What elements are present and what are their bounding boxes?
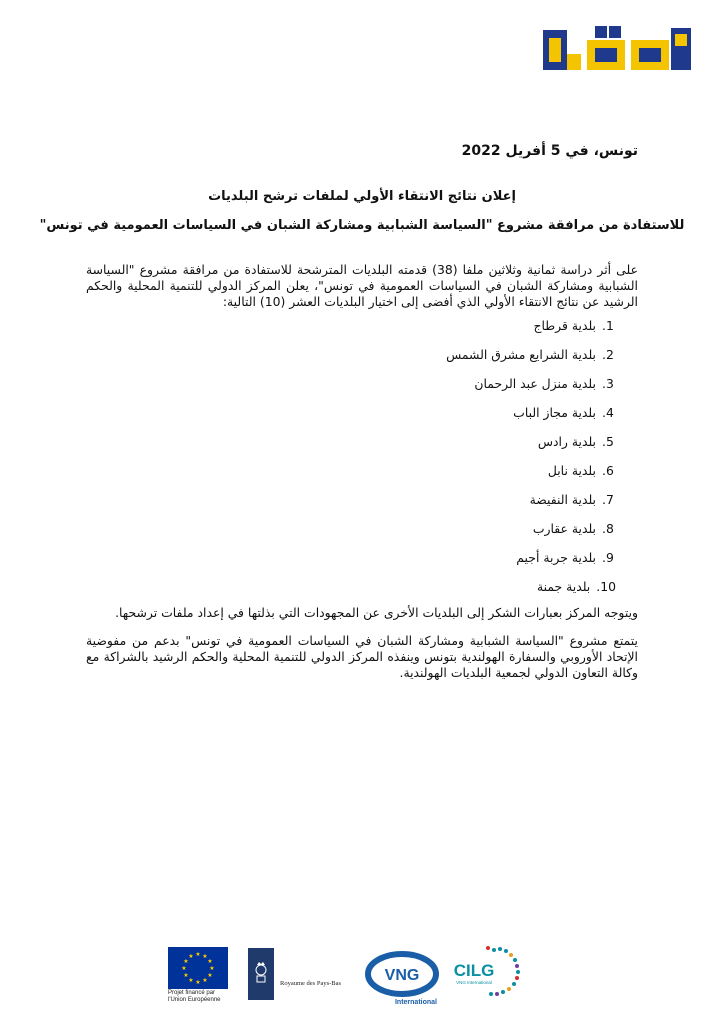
list-item [446,434,616,463]
municipality-name: بلدية جمنة [536,579,591,594]
municipality-name: بلدية منزل عبد الرحمان [474,376,596,391]
list-item [446,318,616,347]
list-number: 10. [596,579,616,594]
municipalities-list [446,318,616,608]
svg-text:★: ★ [183,958,189,965]
svg-text:★: ★ [202,977,208,984]
svg-text:★: ★ [209,965,215,972]
list-number: 2. [602,347,614,362]
svg-text:★: ★ [207,972,213,979]
intro-paragraph: على أثر دراسة ثمانية وثلاثين ملفا (38) قدمته البلديات المترشحة للاستفادة من مرافقة مشروع "السياسة الشبابية ومشاركة الشبان في السياسات العمومية في تونس"، يعلن المركز الدولي للتنمية المحلية والحكم الرشيد عن نتائج الانتقاء الأولي الذي أفضى إلى اختيار البلديات العشر (10) التالية: [86,262,638,309]
municipality-name: بلدية جربة أجيم [516,550,596,565]
cilg-logo-icon [450,944,524,1002]
municipality-name: بلدية قرطاج [533,318,596,333]
thanks-paragraph: ويتوجه المركز بعبارات الشكر إلى البلديات الأخرى عن المجهودات التي بذلتها في إعداد ملفات ترشحها. [115,605,638,620]
list-number: 9. [602,550,614,565]
svg-text:★: ★ [181,965,187,972]
list-item [446,550,616,579]
list-item [446,579,616,608]
eu-caption-line: l'Union Européenne [168,997,221,1003]
funding-paragraph: يتمتع مشروع "السياسة الشبابية ومشاركة الشبان في السياسات العمومية في تونس" بدعم من مفوضية الإتحاد الأوروبي والسفارة الهولندية بتونس وينفذه المركز الدولي للتنمية المحلية والحكم الرشيد بالشراكة مع وكالة التعاون الدولي لجمعية البلديات الهولندية. [86,633,638,680]
svg-text:★: ★ [195,951,201,958]
list-item [446,347,616,376]
list-number: 6. [602,463,614,478]
list-item [446,376,616,405]
list-number: 8. [602,521,614,536]
organization-logo-icon [541,24,693,80]
document-date: تونس، في 5 أفريل 2022 [461,143,638,159]
eu-caption-line: Projet financé par [168,990,216,996]
svg-text:★: ★ [195,979,201,986]
list-number: 1. [602,318,614,333]
list-item [446,492,616,521]
svg-text:★: ★ [202,953,208,960]
svg-text:★: ★ [183,972,189,979]
list-item [446,463,616,492]
netherlands-crest-icon [248,948,274,1000]
eu-caption [168,990,232,1004]
vng-international-logo-icon [364,950,444,1008]
svg-text:★: ★ [188,953,194,960]
municipality-name: بلدية النفيضة [529,492,596,507]
list-number: 5. [602,434,614,449]
announcement-subtitle: للاستفادة من مرافقة مشروع "السياسة الشبابية ومشاركة الشبان في السياسات العمومية في تونس" [39,218,685,233]
list-number: 3. [602,376,614,391]
svg-text:★: ★ [207,958,213,965]
municipality-name: بلدية مجاز الباب [513,405,596,420]
announcement-title: إعلان نتائج الانتقاء الأولي لملفات ترشح البلديات [208,189,516,204]
list-item [446,521,616,550]
svg-text:★: ★ [188,977,194,984]
vng-sub-label: International [394,999,438,1006]
list-number: 4. [602,405,614,420]
cilg-sub-label: VNG International [456,980,492,985]
vng-label: VNG [384,967,420,984]
eu-flag-icon [168,947,228,989]
municipality-name: بلدية عقارب [532,521,596,536]
netherlands-label: Royaume des Pays-Bas [280,980,342,987]
municipality-name: بلدية نابل [547,463,596,478]
list-item [446,405,616,434]
cilg-label: CILG [453,961,495,980]
list-number: 7. [602,492,614,507]
municipality-name: بلدية الشرايع مشرق الشمس [446,347,596,362]
municipality-name: بلدية رادس [537,434,596,449]
